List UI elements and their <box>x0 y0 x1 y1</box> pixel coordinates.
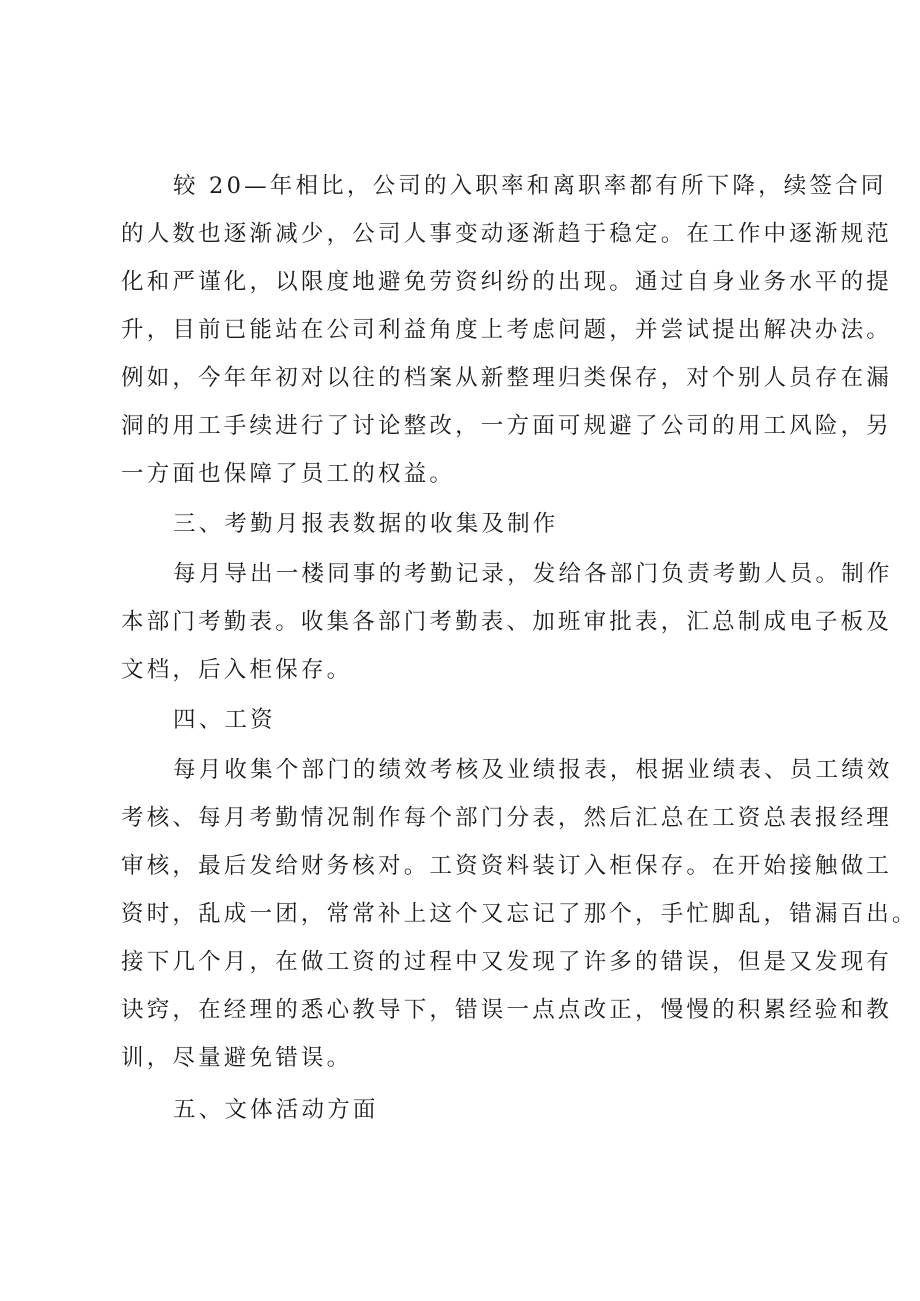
paragraph-2-line-2: 本部门考勤表。收集各部门考勤表、加班审批表，汇总制成电子板及 <box>121 609 893 635</box>
section-heading-4: 四、工资 <box>173 707 276 733</box>
paragraph-3-line-2: 考核、每月考勤情况制作每个部门分表，然后汇总在工资总表报经理 <box>121 805 893 831</box>
paragraph-1-line-3: 化和严谨化，以限度地避免劳资纠纷的出现。通过自身业务水平的提 <box>121 269 893 295</box>
paragraph-1-line-2: 的人数也逐渐减少，公司人事变动逐渐趋于稳定。在工作中逐渐规范 <box>121 221 893 247</box>
paragraph-3-line-5: 接下几个月，在做工资的过程中又发现了许多的错误，但是又发现有 <box>121 949 893 975</box>
paragraph-1-line-6: 洞的用工手续进行了讨论整改，一方面可规避了公司的用工风险，另 <box>121 413 893 439</box>
paragraph-1-line-4: 升，目前已能站在公司利益角度上考虑问题，并尝试提出解决办法。 <box>121 317 893 343</box>
paragraph-3-line-4: 资时，乱成一团，常常补上这个又忘记了那个，手忙脚乱，错漏百出。 <box>121 901 918 927</box>
section-heading-5: 五、文体活动方面 <box>173 1097 379 1123</box>
paragraph-3-line-7: 训，尽量避免错误。 <box>121 1045 353 1071</box>
section-heading-3: 三、考勤月报表数据的收集及制作 <box>173 511 559 537</box>
paragraph-1-line-5: 例如，今年年初对以往的档案从新整理归类保存，对个别人员存在漏 <box>121 365 893 391</box>
paragraph-1-line-7: 一方面也保障了员工的权益。 <box>121 461 456 487</box>
paragraph-1-line-1: 较 20—年相比，公司的入职率和离职率都有所下降，续签合同 <box>173 173 887 199</box>
paragraph-2-line-1: 每月导出一楼同事的考勤记录，发给各部门负责考勤人员。制作 <box>173 561 893 587</box>
paragraph-3-line-1: 每月收集个部门的绩效考核及业绩报表，根据业绩表、员工绩效 <box>173 757 893 783</box>
paragraph-3-line-6: 诀窍，在经理的悉心教导下，错误一点点改正，慢慢的积累经验和教 <box>121 997 893 1023</box>
paragraph-3-line-3: 审核，最后发给财务核对。工资资料装订入柜保存。在开始接触做工 <box>121 853 893 879</box>
paragraph-2-line-3: 文档，后入柜保存。 <box>121 657 353 683</box>
